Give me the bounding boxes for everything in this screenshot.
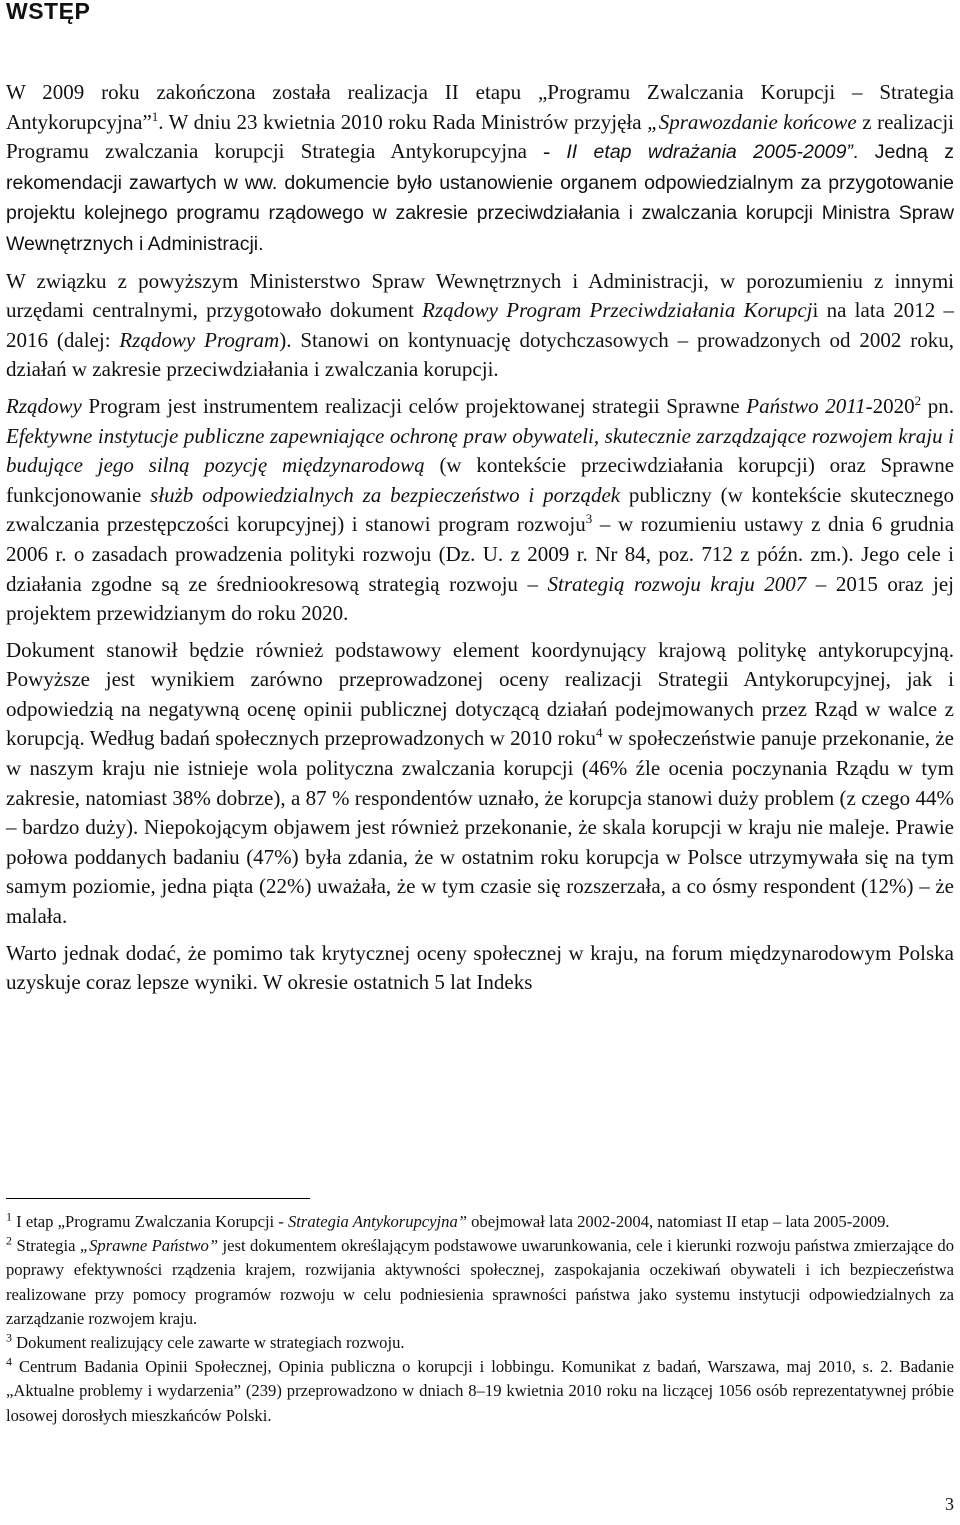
- paragraph-5: Warto jednak dodać, że pomimo tak krytycznej oceny społecznej w kraju, na forum międzynarodowym Polska uzyskuje coraz lepsze wyniki. W okresie ostatnich 5 lat Indeks: [6, 940, 954, 995]
- footnotes: [6, 1210, 954, 1428]
- footnote-ref-3[interactable]: 3: [585, 511, 593, 527]
- footnote-4: $^4$ Centrum Badania Opinii Społecznej, Opinia publiczna o korupcji i lobbingu. Komunikat z badań, Warszawa, maj 2010, s. 2. Badanie „Aktualne problemy i wydarzenia” (239) przeprowadzono w dniach 8–19 kwietnia 2010 roku na liczącej 1056 osób reprezentatywnej próbie losowej dorosłych mieszkańców Polski.: [6, 1354, 954, 1425]
- footnote-number: 3: [6, 1330, 12, 1345]
- footnote-ref-2[interactable]: 2: [914, 392, 922, 408]
- footnote-1: $^1$ I etap „Programu Zwalczania Korupcji - Strategia Antykorupcyjna” obejmował lata 2002-2004, natomiast II etap – lata 2005-2009.: [6, 1209, 890, 1231]
- body-text: [6, 78, 954, 1005]
- footnote-ref-1[interactable]: 1: [151, 108, 159, 124]
- footnote-number: 1: [6, 1209, 12, 1224]
- page-number: 3: [945, 1494, 954, 1514]
- footnote-2: $^2$ Strategia „Sprawne Państwo” jest dokumentem określającym podstawowe uwarunkowania, cele i kierunki rozwoju państwa zmierzające do poprawy efektywności rządzenia krajem, rozwijania aktywności społecznej, zaspokajania oczekiwań obywateli i ich bezpieczeństwa realizowane przy pomocy programów rozwoju w celu podniesienia sprawności państwa jako systemu instytucji odpowiedzialnych za zarządzanie rozwojem kraju.: [6, 1233, 954, 1328]
- paragraph-1: W 2009 roku zakończona została realizacja II etapu „Programu Zwalczania Korupcji – Strategia Antykorupcyjna”$^1$. W dniu 23 kwietnia 2010 roku Rada Ministrów przyjęła „Sprawozdanie końcowe z realizacji Programu zwalczania korupcji Strategia Antykorupcyjna - II etap wdrażania 2005-2009”. Jedną z rekomendacji zawartych w ww. dokumencie było ustanowienie organem odpowiedzialnym za przygotowanie projektu kolejnego programu rządowego w zakresie przeciwdziałania i zwalczania korupcji Ministra Spraw Wewnętrznych i Administracji.: [6, 80, 955, 255]
- paragraph-3: Rządowy Program jest instrumentem realizacji celów projektowanej strategii Sprawne Państwo 2011-2020$^2$ pn. Efektywne instytucje publiczne zapewniające ochronę praw obywateli, skutecznie zarządzające rozwojem kraju i budujące jego silną pozycję międzynarodową (w kontekście przeciwdziałania korupcji) oraz Sprawne funkcjonowanie służb odpowiedzialnych za bezpieczeństwo i porządek publiczny (w kontekście skutecznego zwalczania przestępczości korupcyjnej) i stanowi program rozwoju$^3$ – w rozumieniu ustawy z dnia 6 grudnia 2006 r. o zasadach prowadzenia polityki rozwoju (Dz. U. z 2009 r. Nr 84, poz. 712 z późn. zm.). Jego cele i działania zgodne są ze średniookresową strategią rozwoju – Strategią rozwoju kraju 2007 – 2015 oraz jej projektem przewidzianym do roku 2020.: [6, 392, 955, 626]
- footnote-separator: [6, 1198, 310, 1199]
- paragraph-2: W związku z powyższym Ministerstwo Spraw Wewnętrznych i Administracji, w porozumieniu z innymi urzędami centralnymi, przygotowało dokument Rządowy Program Przeciwdziałania Korupcji na lata 2012 – 2016 (dalej: Rządowy Program). Stanowi on kontynuację dotychczasowych – prowadzonych od 2002 roku, działań w zakresie przeciwdziałania i zwalczania korupcji.: [6, 268, 955, 382]
- footnote-number: 2: [6, 1233, 12, 1248]
- paragraph-4: Dokument stanowił będzie również podstawowy element koordynujący krajową politykę antykorupcyjną. Powyższe jest wynikiem zarówno przeprowadzonej oceny realizacji Strategii Antykorupcyjnej, jak i odpowiedzią na negatywną ocenę opinii publicznej dotyczącą działań podejmowanych przez Rząd w walce z korupcją. Według badań społecznych przeprowadzonych w 2010 roku$^4$ w społeczeństwie panuje przekonanie, że w naszym kraju nie istnieje wola polityczna zwalczania korupcji (46% źle ocenia poczynania Rządu w tym zakresie, natomiast 38% dobrze), a 87 % respondentów uznało, że korupcja stanowi duży problem (z czego 44% – bardzo duży). Niepokojącym objawem jest również przekonanie, że skala korupcji w kraju nie maleje. Prawie połowa poddanych badaniu (47%) była zdania, że w ostatnim roku korupcja w Polsce utrzymywała się na tym samym poziomie, jedna piąta (22%) uważała, że w tym czasie się rozszerzała, a co ósmy respondent (12%) – że malała.: [6, 637, 955, 929]
- footnote-number: 4: [6, 1354, 12, 1369]
- footnote-3: $^3$ Dokument realizujący cele zawarte w strategiach rozwoju.: [6, 1330, 405, 1353]
- section-heading: WSTĘP: [6, 0, 91, 24]
- footnote-ref-4[interactable]: 4: [595, 725, 603, 741]
